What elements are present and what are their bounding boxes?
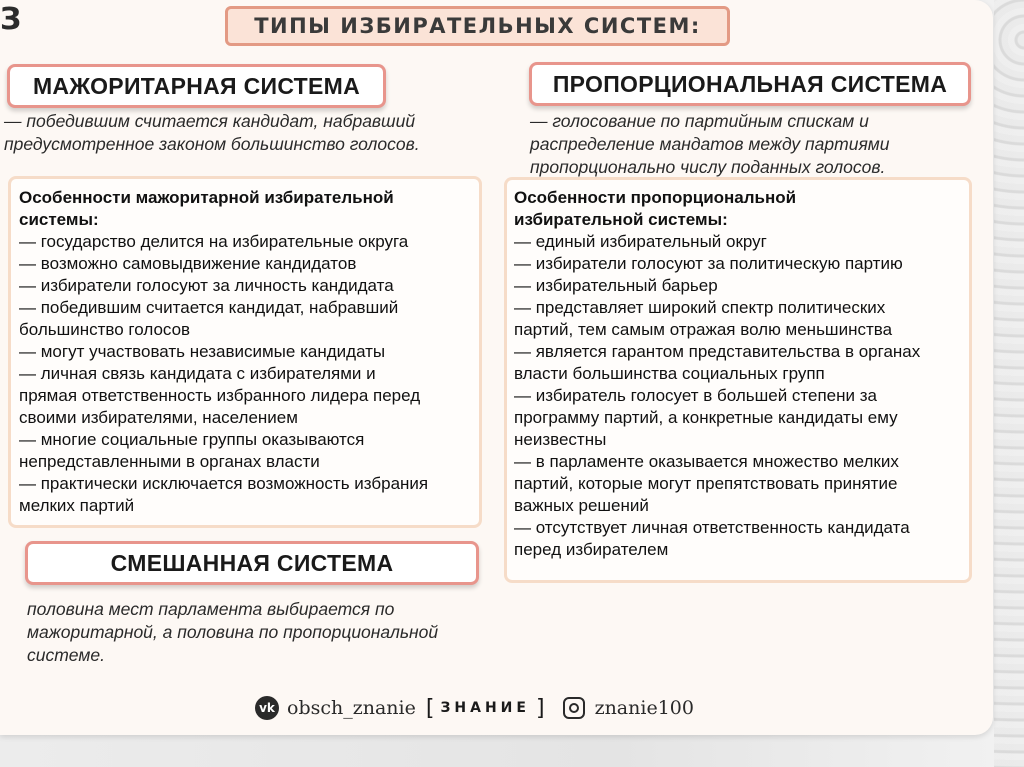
brand-name: ЗНАНИЕ <box>440 700 530 716</box>
instagram-handle[interactable]: znanie100 <box>594 697 694 719</box>
feature-item: большинство голосов <box>19 320 191 339</box>
feature-item: — практически исключается возможность избрания <box>19 474 429 493</box>
features-title: Особенности пропорциональной <box>514 188 797 207</box>
feature-item: прямая ответственность избранного лидера перед <box>19 386 421 405</box>
bracket-left-icon: [ <box>425 695 435 721</box>
logo-mark: З <box>0 2 20 37</box>
feature-item: важных решений <box>514 496 649 515</box>
feature-item: — избиратели голосуют за личность кандидата <box>19 276 394 295</box>
proportional-heading-box <box>529 62 971 106</box>
title-banner <box>225 6 730 46</box>
majoritarian-features-box <box>8 176 482 528</box>
feature-item: власти большинства социальных групп <box>514 364 825 383</box>
feature-item: неизвестны <box>514 430 607 449</box>
feature-item: перед избирателем <box>514 540 669 559</box>
features-title: системы: <box>19 210 99 229</box>
feature-item: — является гарантом представительства в органах <box>514 342 921 361</box>
feature-item: непредставленными в органах власти <box>19 452 320 471</box>
feature-item: — возможно самовыдвижение кандидатов <box>19 254 357 273</box>
feature-item: — могут участвовать независимые кандидаты <box>19 342 386 361</box>
features-title: избирательной системы: <box>514 210 728 229</box>
feature-item: — отсутствует личная ответственность кандидата <box>514 518 910 537</box>
majoritarian-heading: МАЖОРИТАРНАЯ СИСТЕМА <box>32 72 361 99</box>
feature-item: — личная связь кандидата с избирателями и <box>19 364 376 383</box>
vk-icon[interactable]: vk <box>255 696 279 720</box>
feature-item: — в парламенте оказывается множество мелких <box>514 452 899 471</box>
page-title: ТИПЫ ИЗБИРАТЕЛЬНЫХ СИСТЕМ: <box>254 14 701 38</box>
footer <box>255 690 694 726</box>
feature-item: — государство делится на избирательные округа <box>19 232 409 251</box>
feature-item: мелких партий <box>19 496 135 515</box>
bracket-right-icon: ] <box>535 695 545 721</box>
definition-line: — победившим считается кандидат, набравший <box>4 111 416 131</box>
vk-handle[interactable]: obsch_znanie <box>287 697 416 719</box>
definition-line: пропорционально числу поданных голосов. <box>530 157 886 177</box>
proportional-heading: ПРОПОРЦИОНАЛЬНАЯ СИСТЕМА <box>552 70 948 97</box>
majoritarian-definition <box>4 110 504 156</box>
feature-item: своими избирателями, населением <box>19 408 298 427</box>
proportional-features-box <box>504 177 972 583</box>
feature-item: — избирательный барьер <box>514 276 718 295</box>
feature-item: — представляет широкий спектр политических <box>514 298 886 317</box>
definition-line: предусмотренное законом большинство голосов. <box>4 134 420 154</box>
decorative-pattern <box>994 0 1024 767</box>
definition-line: половина мест парламента выбирается по <box>27 599 395 619</box>
definition-line: мажоритарной, а половина по пропорциональной <box>27 622 439 642</box>
feature-item: партий, тем самым отражая волю меньшинства <box>514 320 893 339</box>
definition-line: — голосование по партийным спискам и <box>530 111 869 131</box>
mixed-definition <box>27 598 507 667</box>
mixed-heading: СМЕШАННАЯ СИСТЕМА <box>110 549 394 576</box>
feature-item: — многие социальные группы оказываются <box>19 430 365 449</box>
feature-item: — единый избирательный округ <box>514 232 767 251</box>
feature-item: программу партий, а конкретные кандидаты ему <box>514 408 898 427</box>
definition-line: распределение мандатов между партиями <box>530 134 890 154</box>
feature-item: — победившим считается кандидат, набравший <box>19 298 399 317</box>
mixed-heading-box <box>25 541 479 585</box>
majoritarian-heading-box <box>7 64 386 108</box>
feature-item: — избиратель голосует в большей степени за <box>514 386 877 405</box>
features-title: Особенности мажоритарной избирательной <box>19 188 394 207</box>
definition-line: системе. <box>27 645 105 665</box>
feature-item: — избиратели голосуют за политическую партию <box>514 254 903 273</box>
instagram-icon[interactable] <box>563 697 585 719</box>
feature-item: партий, которые могут препятствовать принятие <box>514 474 898 493</box>
proportional-definition <box>530 110 980 179</box>
